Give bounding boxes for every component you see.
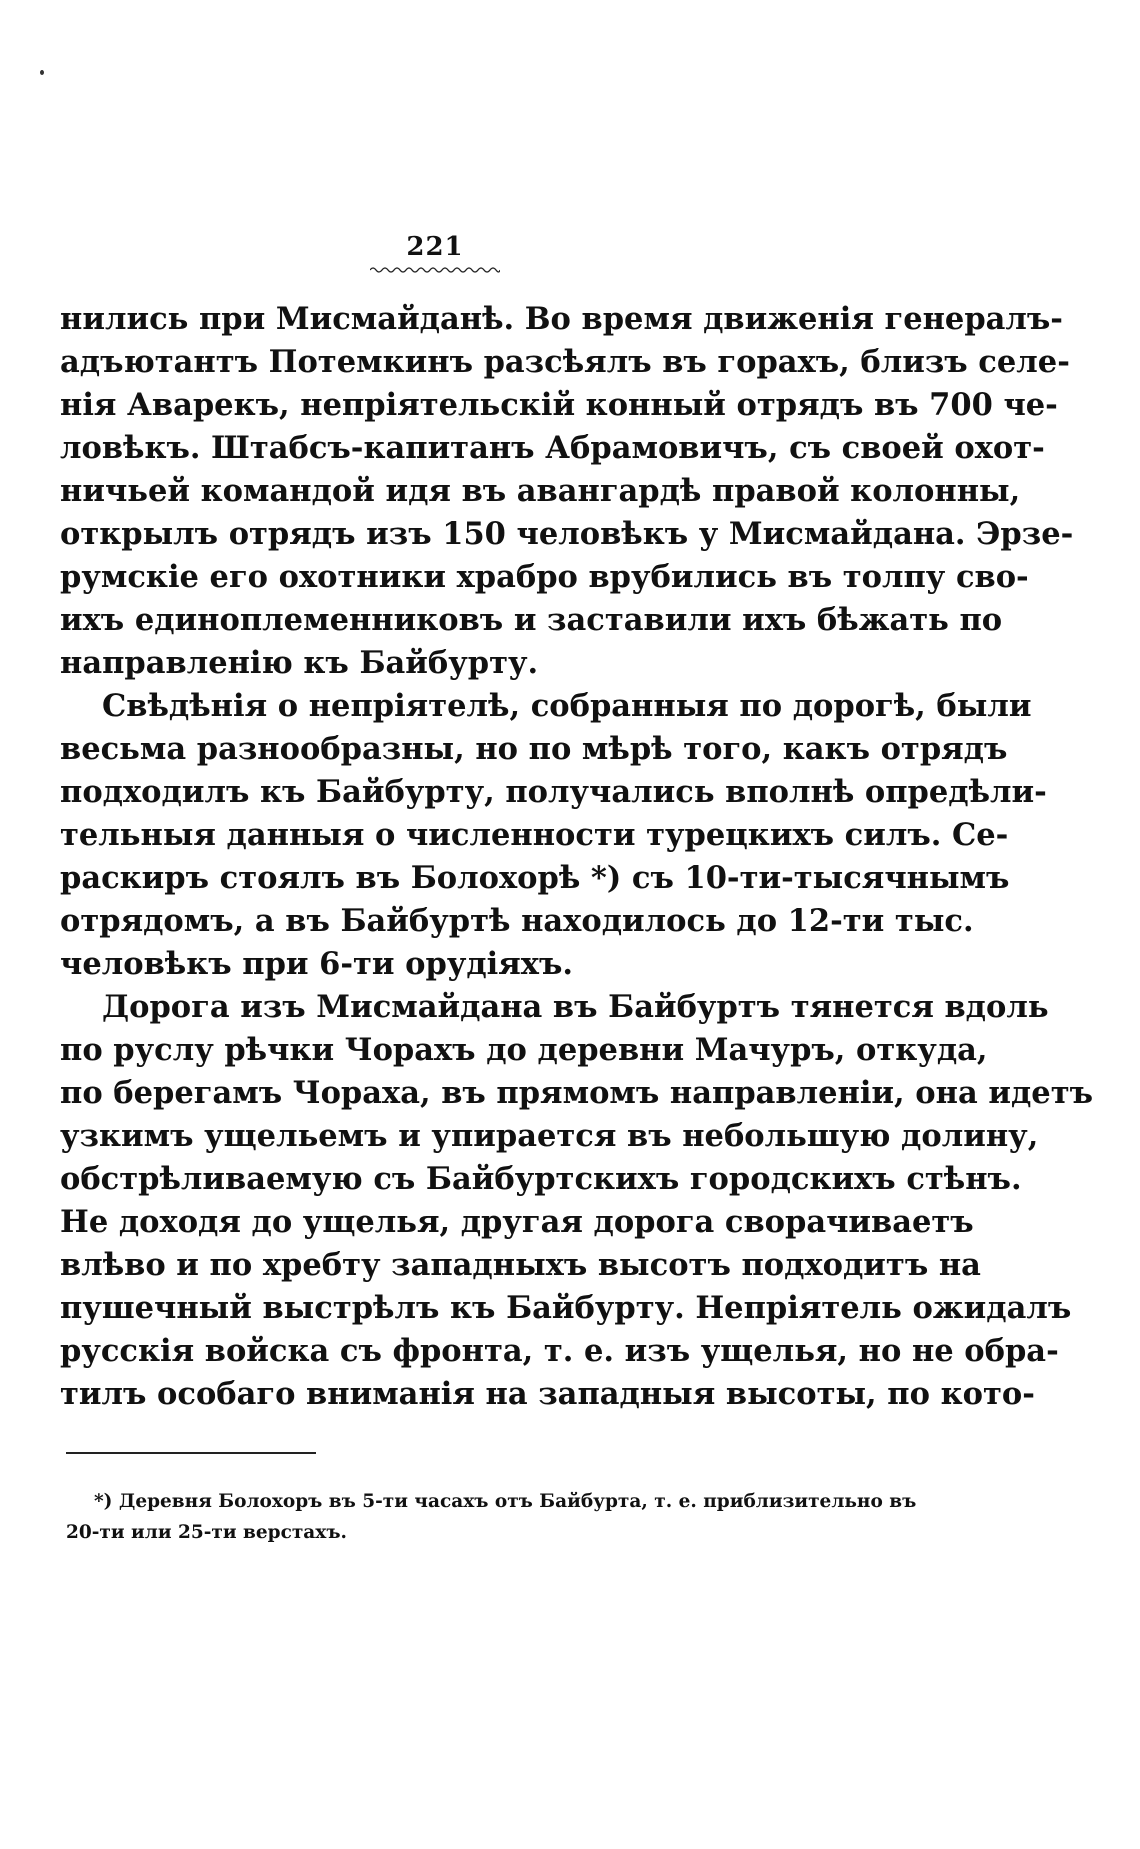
scan-speck bbox=[40, 70, 44, 75]
text-line: русскія войска съ фронта, т. е. изъ ущелья, но не обра- bbox=[60, 1333, 1059, 1369]
text-line: весьма разнообразны, но по мѣрѣ того, какъ отрядъ bbox=[60, 731, 1008, 767]
text-line: по берегамъ Чораха, въ прямомъ направленіи, она идетъ bbox=[60, 1075, 1093, 1111]
text-line: румскіе его охотники храбро врубились въ толпу сво- bbox=[60, 559, 1029, 595]
page-number: 221 bbox=[406, 232, 464, 262]
page-number-wavy-rule bbox=[370, 266, 500, 274]
text-line: открылъ отрядъ изъ 150 человѣкъ у Мисмайдана. Эрзе- bbox=[60, 516, 1074, 552]
text-line: ловѣкъ. Штабсъ-капитанъ Абрамовичъ, съ своей охот- bbox=[60, 430, 1045, 466]
text-line: отрядомъ, а въ Байбуртѣ находилось до 12-ти тыс. bbox=[60, 903, 974, 939]
text-line: влѣво и по хребту западныхъ высотъ подходитъ на bbox=[60, 1247, 981, 1283]
footnote-line: *) Деревня Болохоръ въ 5-ти часахъ отъ Байбурта, т. е. приблизительно въ bbox=[94, 1491, 917, 1512]
text-line: пушечный выстрѣлъ къ Байбурту. Непріятель ожидалъ bbox=[60, 1290, 1072, 1326]
text-line: направленію къ Байбурту. bbox=[60, 645, 539, 681]
text-line: нія Аварекъ, непріятельскій конный отрядъ въ 700 че- bbox=[60, 387, 1058, 423]
text-line: раскиръ стоялъ въ Болохорѣ *) съ 10-ти-тысячнымъ bbox=[60, 860, 1010, 896]
text-line: тельныя данныя о численности турецкихъ силъ. Се- bbox=[60, 817, 1009, 853]
text-line: ничьей командой идя въ авангардѣ правой колонны, bbox=[60, 473, 1021, 509]
text-line: подходилъ къ Байбурту, получались вполнѣ опредѣли- bbox=[60, 774, 1047, 810]
text-line: Свѣдѣнія о непріятелѣ, собранныя по дорогѣ, были bbox=[102, 688, 1032, 724]
text-line: обстрѣливаемую съ Байбуртскихъ городскихъ стѣнъ. bbox=[60, 1161, 1022, 1197]
footnote-line: 20-ти или 25-ти верстахъ. bbox=[66, 1522, 347, 1543]
text-line: Дорога изъ Мисмайдана въ Байбуртъ тянется вдоль bbox=[102, 989, 1049, 1025]
text-line: нились при Мисмайданѣ. Во время движенія генералъ- bbox=[60, 301, 1063, 337]
footnote-separator bbox=[66, 1452, 316, 1454]
text-line: узкимъ ущельемъ и упирается въ небольшую долину, bbox=[60, 1118, 1039, 1154]
text-line: тилъ особаго вниманія на западныя высоты, по кото- bbox=[60, 1376, 1035, 1412]
text-line: Не доходя до ущелья, другая дорога сворачиваетъ bbox=[60, 1204, 974, 1240]
text-line: по руслу рѣчки Чорахъ до деревни Мачуръ, откуда, bbox=[60, 1032, 988, 1068]
text-line: ихъ единоплеменниковъ и заставили ихъ бѣжать по bbox=[60, 602, 1003, 638]
text-line: адъютантъ Потемкинъ разсѣялъ въ горахъ, близъ селе- bbox=[60, 344, 1070, 380]
text-line: человѣкъ при 6-ти орудіяхъ. bbox=[60, 946, 574, 982]
